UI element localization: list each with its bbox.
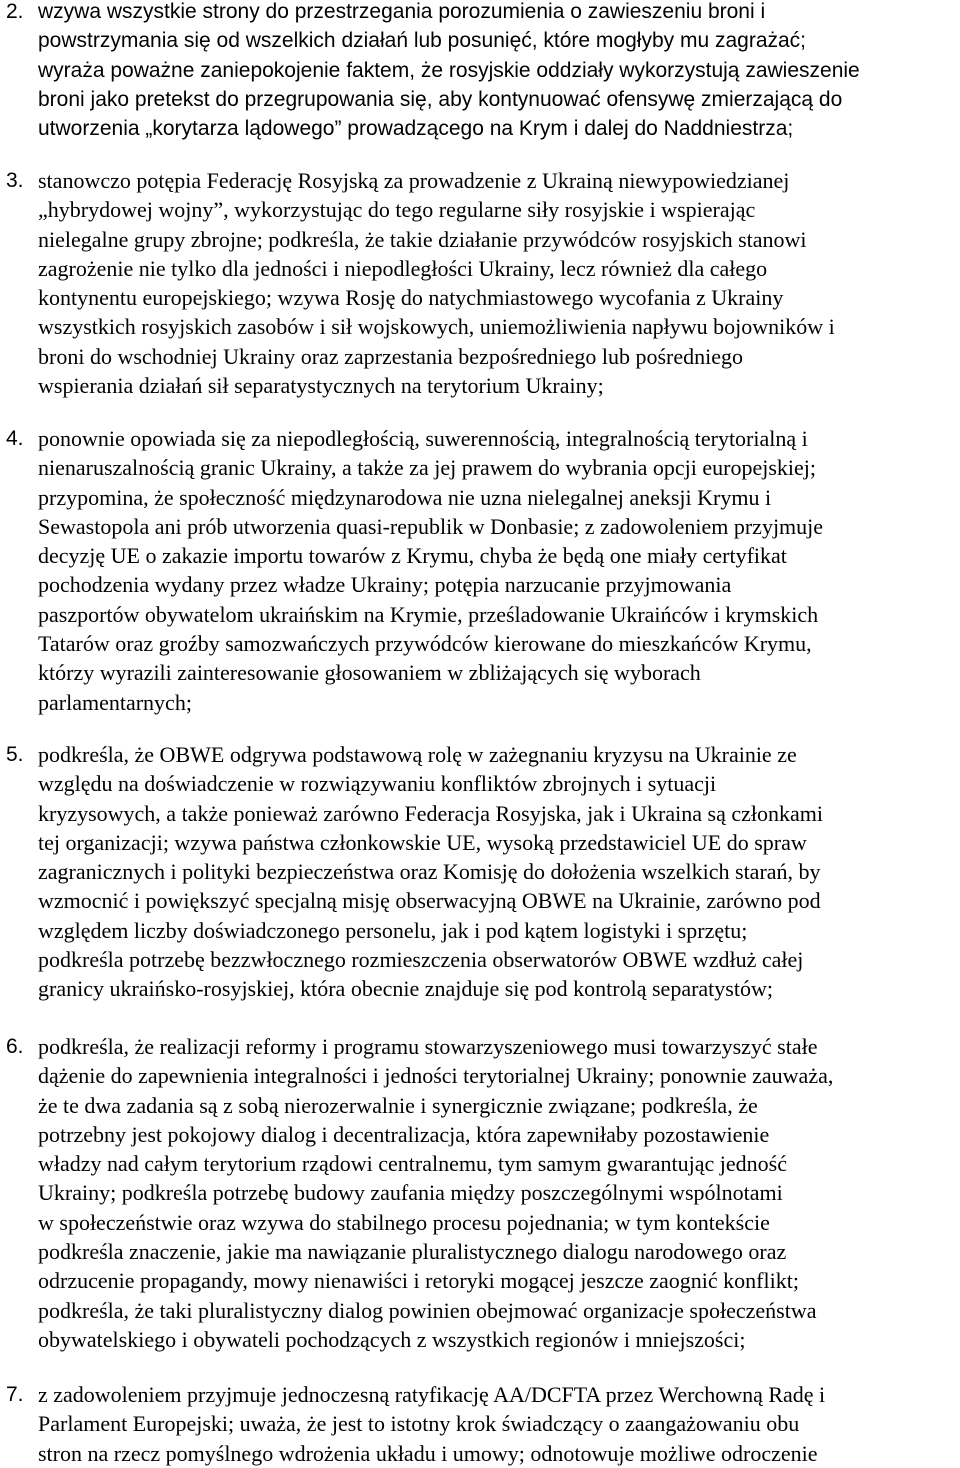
item-text [38,1380,956,1468]
text-line: zagranicznych i polityki bezpieczeństwa oraz Komisję do dołożenia wszelkich starań, by [38,859,821,885]
text-line: wspierania działań sił separatystycznych na terytorium Ukrainy; [38,373,604,399]
text-line: wzywa wszystkie strony do przestrzegania porozumienia o zawieszeniu broni i [38,0,766,23]
text-line: broni do wschodniej Ukrainy oraz zaprzestania bezpośredniego lub pośredniego [38,343,743,369]
text-line: podkreśla znaczenie, jakie ma nawiązanie pluralistycznego dialogu narodowego oraz [38,1239,787,1265]
item-number: 6. [6,1035,24,1058]
text-line: względem liczby doświadczonego personelu, jak i pod kątem logistyki i sprzętu; [38,917,748,943]
text-line: Sewastopola ani prób utworzenia quasi-republik w Donbasie; z zadowoleniem przyjmuje [38,513,824,539]
text-line: decyzję UE o zakazie importu towarów z Krymu, chyba że będą one miały certyfikat [38,543,787,569]
text-line: z zadowoleniem przyjmuje jednoczesną ratyfikację AA/DCFTA przez Werchowną Radę i [38,1382,826,1407]
text-line: stanowczo potępia Federację Rosyjską za prowadzenie z Ukrainą niewypowiedzianej [38,168,790,193]
text-line: paszportów obywatelom ukraińskim na Krymie, prześladowanie Ukraińców i krymskich [38,601,819,627]
text-line: utworzenia „korytarza lądowego” prowadzącego na Krym i dalej do Naddniestrza; [38,117,794,141]
text-line: dążenie do zapewnienia integralności i jedności terytorialnej Ukrainy; ponownie zauważa, [38,1063,834,1089]
item-number: 5. [6,743,24,766]
text-line: potrzebny jest pokojowy dialog i decentralizacja, która zapewniłaby pozostawienie [38,1121,770,1147]
text-line: pochodzenia wydany przez władze Ukrainy; potępia narzucanie przyjmowania [38,572,732,598]
text-line: podkreśla, że realizacji reformy i programu stowarzyszeniowego musi towarzyszyć stałe [38,1034,818,1059]
text-line: powstrzymania się od wszelkich działań lub posunięć, które mogłyby mu zagrażać; [38,29,807,53]
text-line: kontynentu europejskiego; wzywa Rosję do natychmiastowego wycofania z Ukrainy [38,285,784,311]
text-line: nielegalne grupy zbrojne; podkreśla, że takie działanie przywódców rosyjskich stanowi [38,226,807,252]
text-line: przypomina, że społeczność międzynarodowa nie uzna nielegalnej aneksji Krymu i [38,484,772,510]
text-line: parlamentarnych; [38,689,192,715]
text-line: wzmocnić i powiększyć specjalną misję obserwacyjną OBWE na Ukrainie, zarówno pod [38,888,821,914]
item-number: 2. [6,0,24,23]
item-text [38,166,956,400]
item-number: 7. [6,1383,24,1406]
text-line: tej organizacji; wzywa państwa członkowskie UE, wysoką przedstawiciel UE do spraw [38,829,807,855]
item-number: 3. [6,169,24,192]
text-line: granicy ukraińsko-rosyjskiej, która obecnie znajduje się pod kontrolą separatystów; [38,976,773,1002]
text-line: stron na rzecz pomyślnego wdrożenia układu i umowy; odnotowuje możliwe odroczenie [38,1440,818,1466]
text-line: którzy wyrazili zainteresowanie głosowaniem w zbliżających się wyborach [38,660,701,686]
text-line: „hybrydowej wojny”, wykorzystując do tego regularne siły rosyjskie i wspierając [38,197,756,223]
text-line: nienaruszalnością granic Ukrainy, a także za jej prawem do wybrania opcji europejskiej; [38,455,817,481]
item-text [38,424,956,717]
text-line: broni jako pretekst do przegrupowania się, aby kontynuować ofensywę zmierzającą do [38,87,843,111]
text-line: Parlament Europejski; uważa, że jest to istotny krok świadczący o zaangażowaniu obu [38,1411,800,1437]
item-text [38,1032,956,1354]
text-line: względu na doświadczenie w rozwiązywaniu konfliktów zbrojnych i sytuacji [38,771,717,797]
text-line: ponownie opowiada się za niepodległością, suwerennością, integralnością terytorialną i [38,426,808,451]
text-line: że te dwa zadania są z sobą nierozerwalnie i synergicznie związane; podkreśla, że [38,1092,758,1118]
text-line: władzy nad całym terytorium rządowi centralnemu, tym samym gwarantując jedność [38,1151,787,1177]
item-text [38,0,956,143]
text-line: w społeczeństwie oraz wzywa do stabilnego procesu pojednania; w tym kontekście [38,1209,770,1235]
text-line: wyraża poważne zaniepokojenie faktem, że rosyjskie oddziały wykorzystują zawieszenie [38,58,860,82]
text-line: kryzysowych, a także ponieważ zarówno Federacja Rosyjska, jak i Ukraina są członkami [38,800,823,826]
text-line: Ukrainy; podkreśla potrzebę budowy zaufania między poszczególnymi wspólnotami [38,1180,783,1206]
text-line: obywatelskiego i obywateli pochodzących z wszystkich regionów i mniejszości; [38,1326,746,1352]
text-line: zagrożenie nie tylko dla jedności i niepodległości Ukrainy, lecz również dla całego [38,255,768,281]
text-line: podkreśla, że taki pluralistyczny dialog powinien obejmować organizacje społeczeństwa [38,1297,817,1323]
item-text [38,740,956,1004]
text-line: podkreśla potrzebę bezzwłocznego rozmieszczenia obserwatorów OBWE wzdłuż całej [38,947,804,973]
text-line: podkreśla, że OBWE odgrywa podstawową rolę w zażegnaniu kryzysu na Ukrainie ze [38,742,797,767]
text-line: odrzucenie propagandy, mowy nienawiści i retoryki mogącej jeszcze zaognić konflikt; [38,1268,799,1294]
text-line: Tatarów oraz groźby samozwańczych przywódców kierowane do mieszkańców Krymu, [38,631,812,657]
item-number: 4. [6,427,24,450]
text-line: wszystkich rosyjskich zasobów i sił wojskowych, uniemożliwienia napływu bojowników i [38,314,835,340]
